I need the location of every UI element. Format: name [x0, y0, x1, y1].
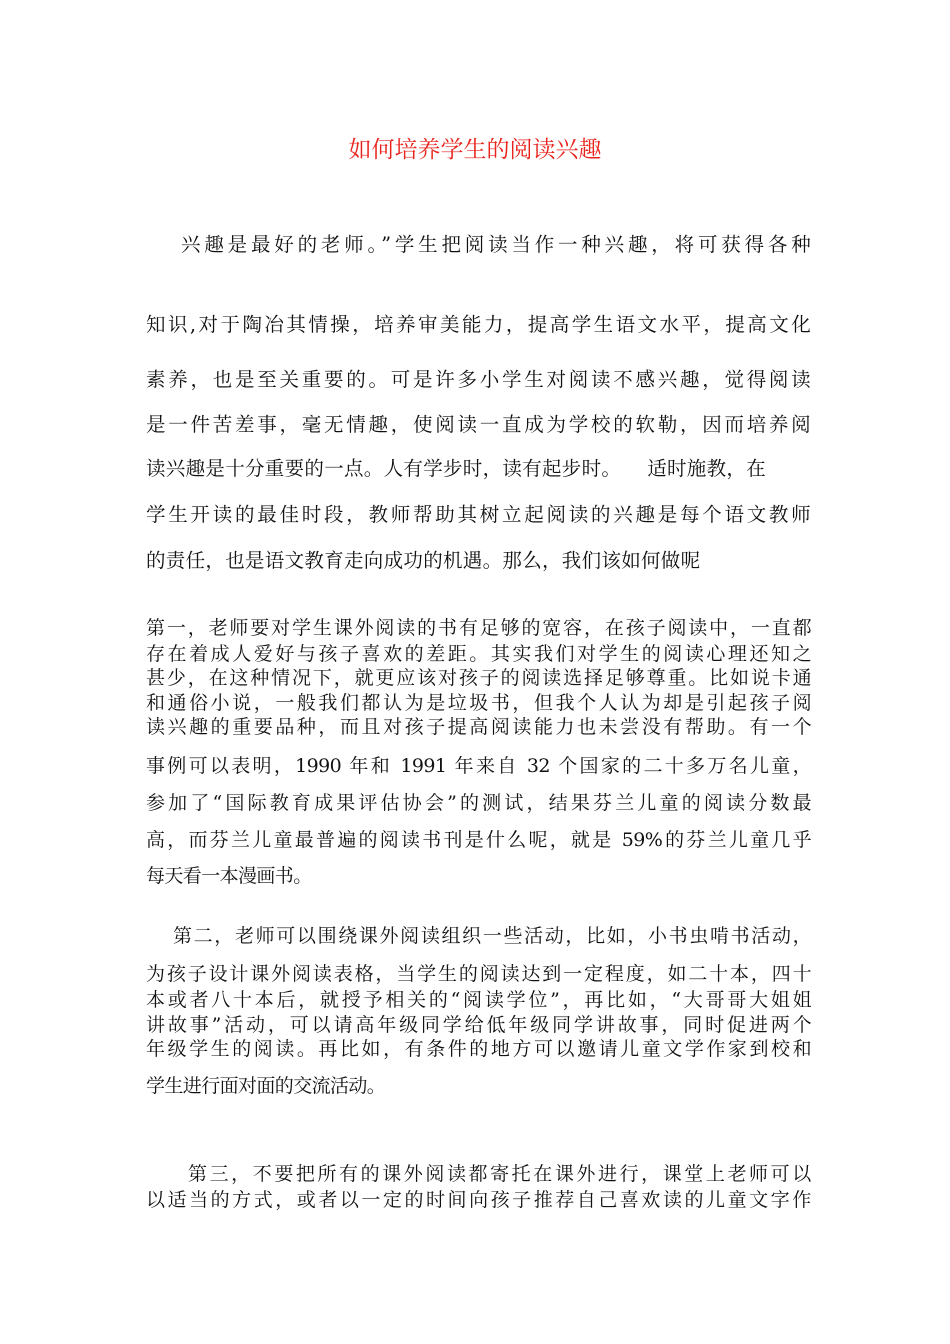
- paragraph-4-line: 以适当的方式，或者以一定的时间向孩子推荐自己喜欢读的儿童文字作: [146, 1189, 811, 1211]
- paragraph-3-line: 学生进行面对面的交流活动。: [146, 1075, 386, 1097]
- paragraph-1-line: 的责任，也是语文教育走向成功的机遇。那么，我们该如何做呢: [146, 549, 701, 572]
- paragraph-3-line: 为孩子设计课外阅读表格，当学生的阅读达到一定程度，如二十本，四十: [146, 963, 811, 985]
- document-title: 如何培养学生的阅读兴趣: [348, 137, 602, 163]
- paragraph-3-line: 本或者八十本后，就授予相关的“阅读学位”，再比如，“大哥哥大姐姐: [146, 989, 811, 1011]
- paragraph-3-line: 第二，老师可以围绕课外阅读组织一些活动，比如，小书虫啃书活动，: [173, 925, 811, 947]
- paragraph-4-line: 第三，不要把所有的课外阅读都寄托在课外进行，课堂上老师可以: [188, 1163, 811, 1185]
- paragraph-2-line: 高，而芬兰儿童最普遍的阅读书刊是什么呢，就是 59%的芬兰儿童几乎: [146, 829, 811, 851]
- paragraph-1-line: 知识,对于陶冶其情操，培养审美能力，提高学生语文水平，提高文化: [146, 313, 811, 336]
- paragraph-1-line: 读兴趣是十分重要的一点。人有学步时，读有起步时。 适时施教，在: [146, 457, 766, 480]
- paragraph-2-line: 读兴趣的重要品种，而且对孩子提高阅读能力也未尝没有帮助。有一个: [146, 716, 811, 738]
- paragraph-1-line: 素养，也是至关重要的。可是许多小学生对阅读不感兴趣，觉得阅读: [146, 368, 811, 391]
- paragraph-1-line: 兴趣是最好的老师。”学生把阅读当作一种兴趣，将可获得各种: [181, 233, 811, 256]
- paragraph-2-line: 存在着成人爱好与孩子喜欢的差距。其实我们对学生的阅读心理还知之: [146, 643, 811, 665]
- paragraph-2-line: 和通俗小说，一般我们都认为是垃圾书，但我个人认为却是引起孩子阅: [146, 692, 811, 714]
- paragraph-3-line: 讲故事”活动，可以请高年级同学给低年级同学讲故事，同时促进两个: [146, 1014, 811, 1036]
- paragraph-2-line: 事例可以表明，1990 年和 1991 年来自 32 个国家的二十多万名儿童，: [146, 755, 811, 777]
- paragraph-2-line: 参加了“国际教育成果评估协会”的测试，结果芬兰儿童的阅读分数最: [146, 792, 811, 814]
- paragraph-2-line: 甚少，在这种情况下，就更应该对孩子的阅读选择足够尊重。比如说卡通: [146, 667, 811, 689]
- paragraph-3-line: 年级学生的阅读。再比如，有条件的地方可以邀请儿童文学作家到校和: [146, 1038, 811, 1060]
- paragraph-2-line: 每天看一本漫画书。: [146, 865, 312, 887]
- paragraph-1-line: 学生开读的最佳时段，教师帮助其树立起阅读的兴趣是每个语文教师: [146, 503, 811, 526]
- paragraph-2-line: 第一，老师要对学生课外阅读的书有足够的宽容，在孩子阅读中，一直都: [146, 617, 811, 639]
- paragraph-1-line: 是一件苦差事，毫无情趣，使阅读一直成为学校的软勒，因而培养阅: [146, 413, 811, 436]
